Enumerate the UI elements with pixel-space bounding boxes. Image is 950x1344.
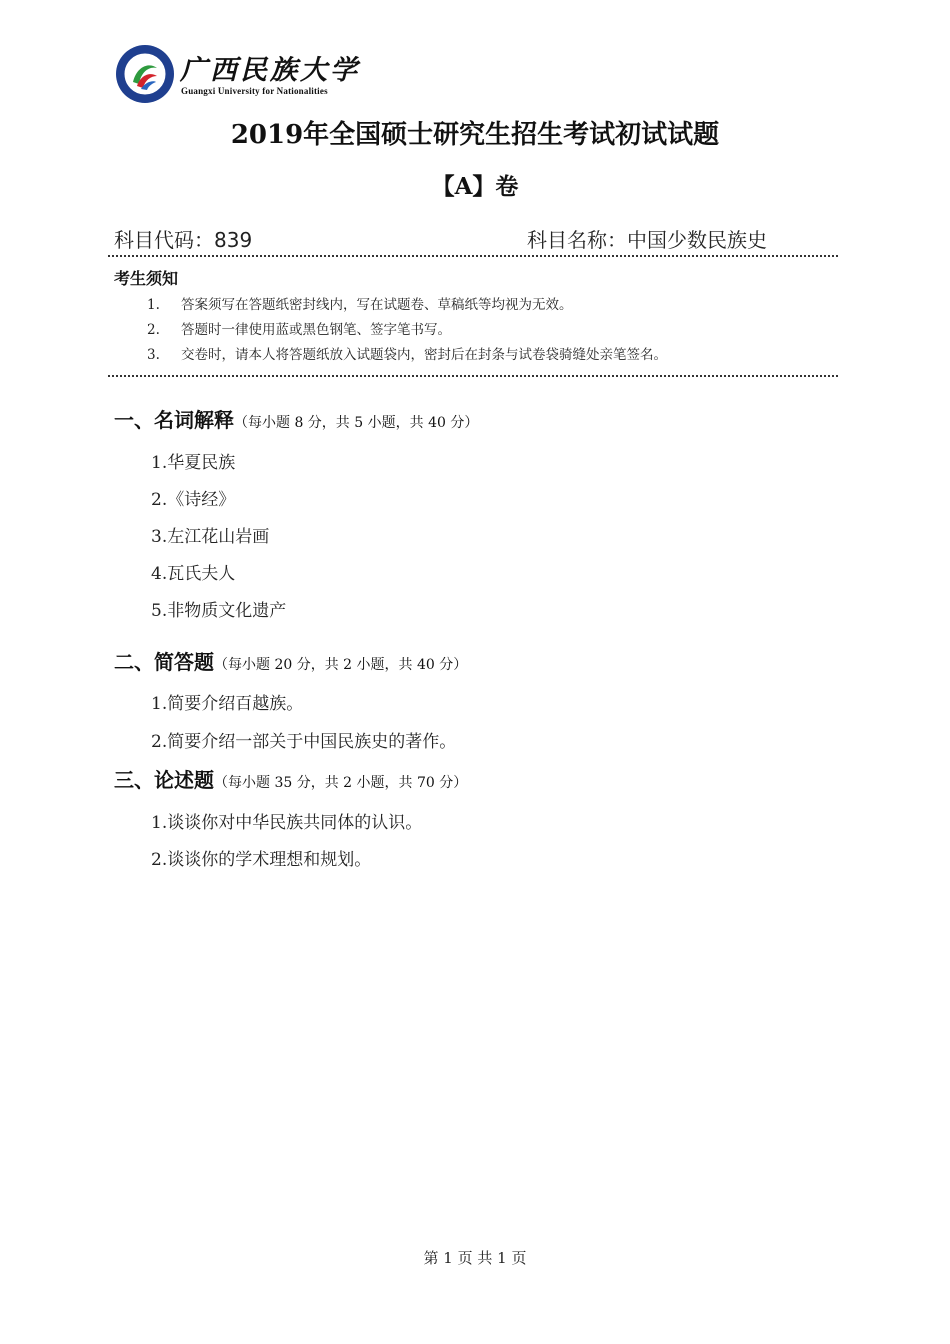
notice-item-number: 3. <box>147 347 160 363</box>
section-title-short-answer <box>114 646 467 675</box>
section-title-essay <box>114 764 467 793</box>
question-item: 2.谈谈你的学术理想和规划。 <box>151 850 372 870</box>
question-item: 3.左江花山岩画 <box>151 527 270 547</box>
section-score-note: （每小题 8 分，共 5 小题，共 40 分） <box>234 415 479 431</box>
section-score-note: （每小题 35 分，共 2 小题，共 70 分） <box>214 775 468 791</box>
university-name-cn: 广西民族大学 <box>180 55 360 86</box>
question-item: 2.简要介绍一部关于中国民族史的著作。 <box>151 732 457 752</box>
exam-title: 2019年全国硕士研究生招生考试初试试题 <box>230 120 720 150</box>
notice-item-text: 答题时一律使用蓝或黑色钢笔、签字笔书写。 <box>181 322 451 338</box>
notice-item <box>147 343 667 363</box>
question-item: 1.谈谈你对中华民族共同体的认识。 <box>151 813 423 833</box>
notice-title: 考生须知 <box>114 269 179 288</box>
section-title-terms <box>114 404 478 433</box>
university-seal-logo <box>115 44 175 104</box>
question-item: 4.瓦氏夫人 <box>151 564 236 584</box>
dotted-divider-top <box>108 255 838 257</box>
section-heading: 三、论述题 <box>114 768 214 792</box>
subject-code: 科目代码：839 <box>114 228 253 252</box>
notice-item-text: 答案须写在答题纸密封线内，写在试题卷、草稿纸等均视为无效。 <box>181 297 573 313</box>
notice-item-number: 2. <box>147 322 160 338</box>
question-item: 1.简要介绍百越族。 <box>151 694 304 714</box>
section-score-note: （每小题 20 分，共 2 小题，共 40 分） <box>214 657 468 673</box>
page-number-footer: 第 1 页 共 1 页 <box>423 1249 527 1267</box>
notice-item-number: 1. <box>147 297 160 313</box>
section-heading: 一、名词解释 <box>114 408 234 432</box>
question-item: 2.《诗经》 <box>151 490 236 510</box>
notice-item <box>147 293 573 313</box>
question-item: 5.非物质文化遗产 <box>151 601 287 621</box>
university-name-en: Guangxi University for Nationalities <box>181 86 328 96</box>
paper-version: 【A】卷 <box>431 173 519 200</box>
section-heading: 二、简答题 <box>114 650 214 674</box>
notice-item <box>147 318 451 338</box>
notice-item-text: 交卷时，请本人将答题纸放入试题袋内，密封后在封条与试卷袋骑缝处亲笔签名。 <box>181 347 667 363</box>
subject-name: 科目名称：中国少数民族史 <box>527 228 767 252</box>
question-item: 1.华夏民族 <box>151 453 236 473</box>
dotted-divider-bottom <box>108 375 838 377</box>
